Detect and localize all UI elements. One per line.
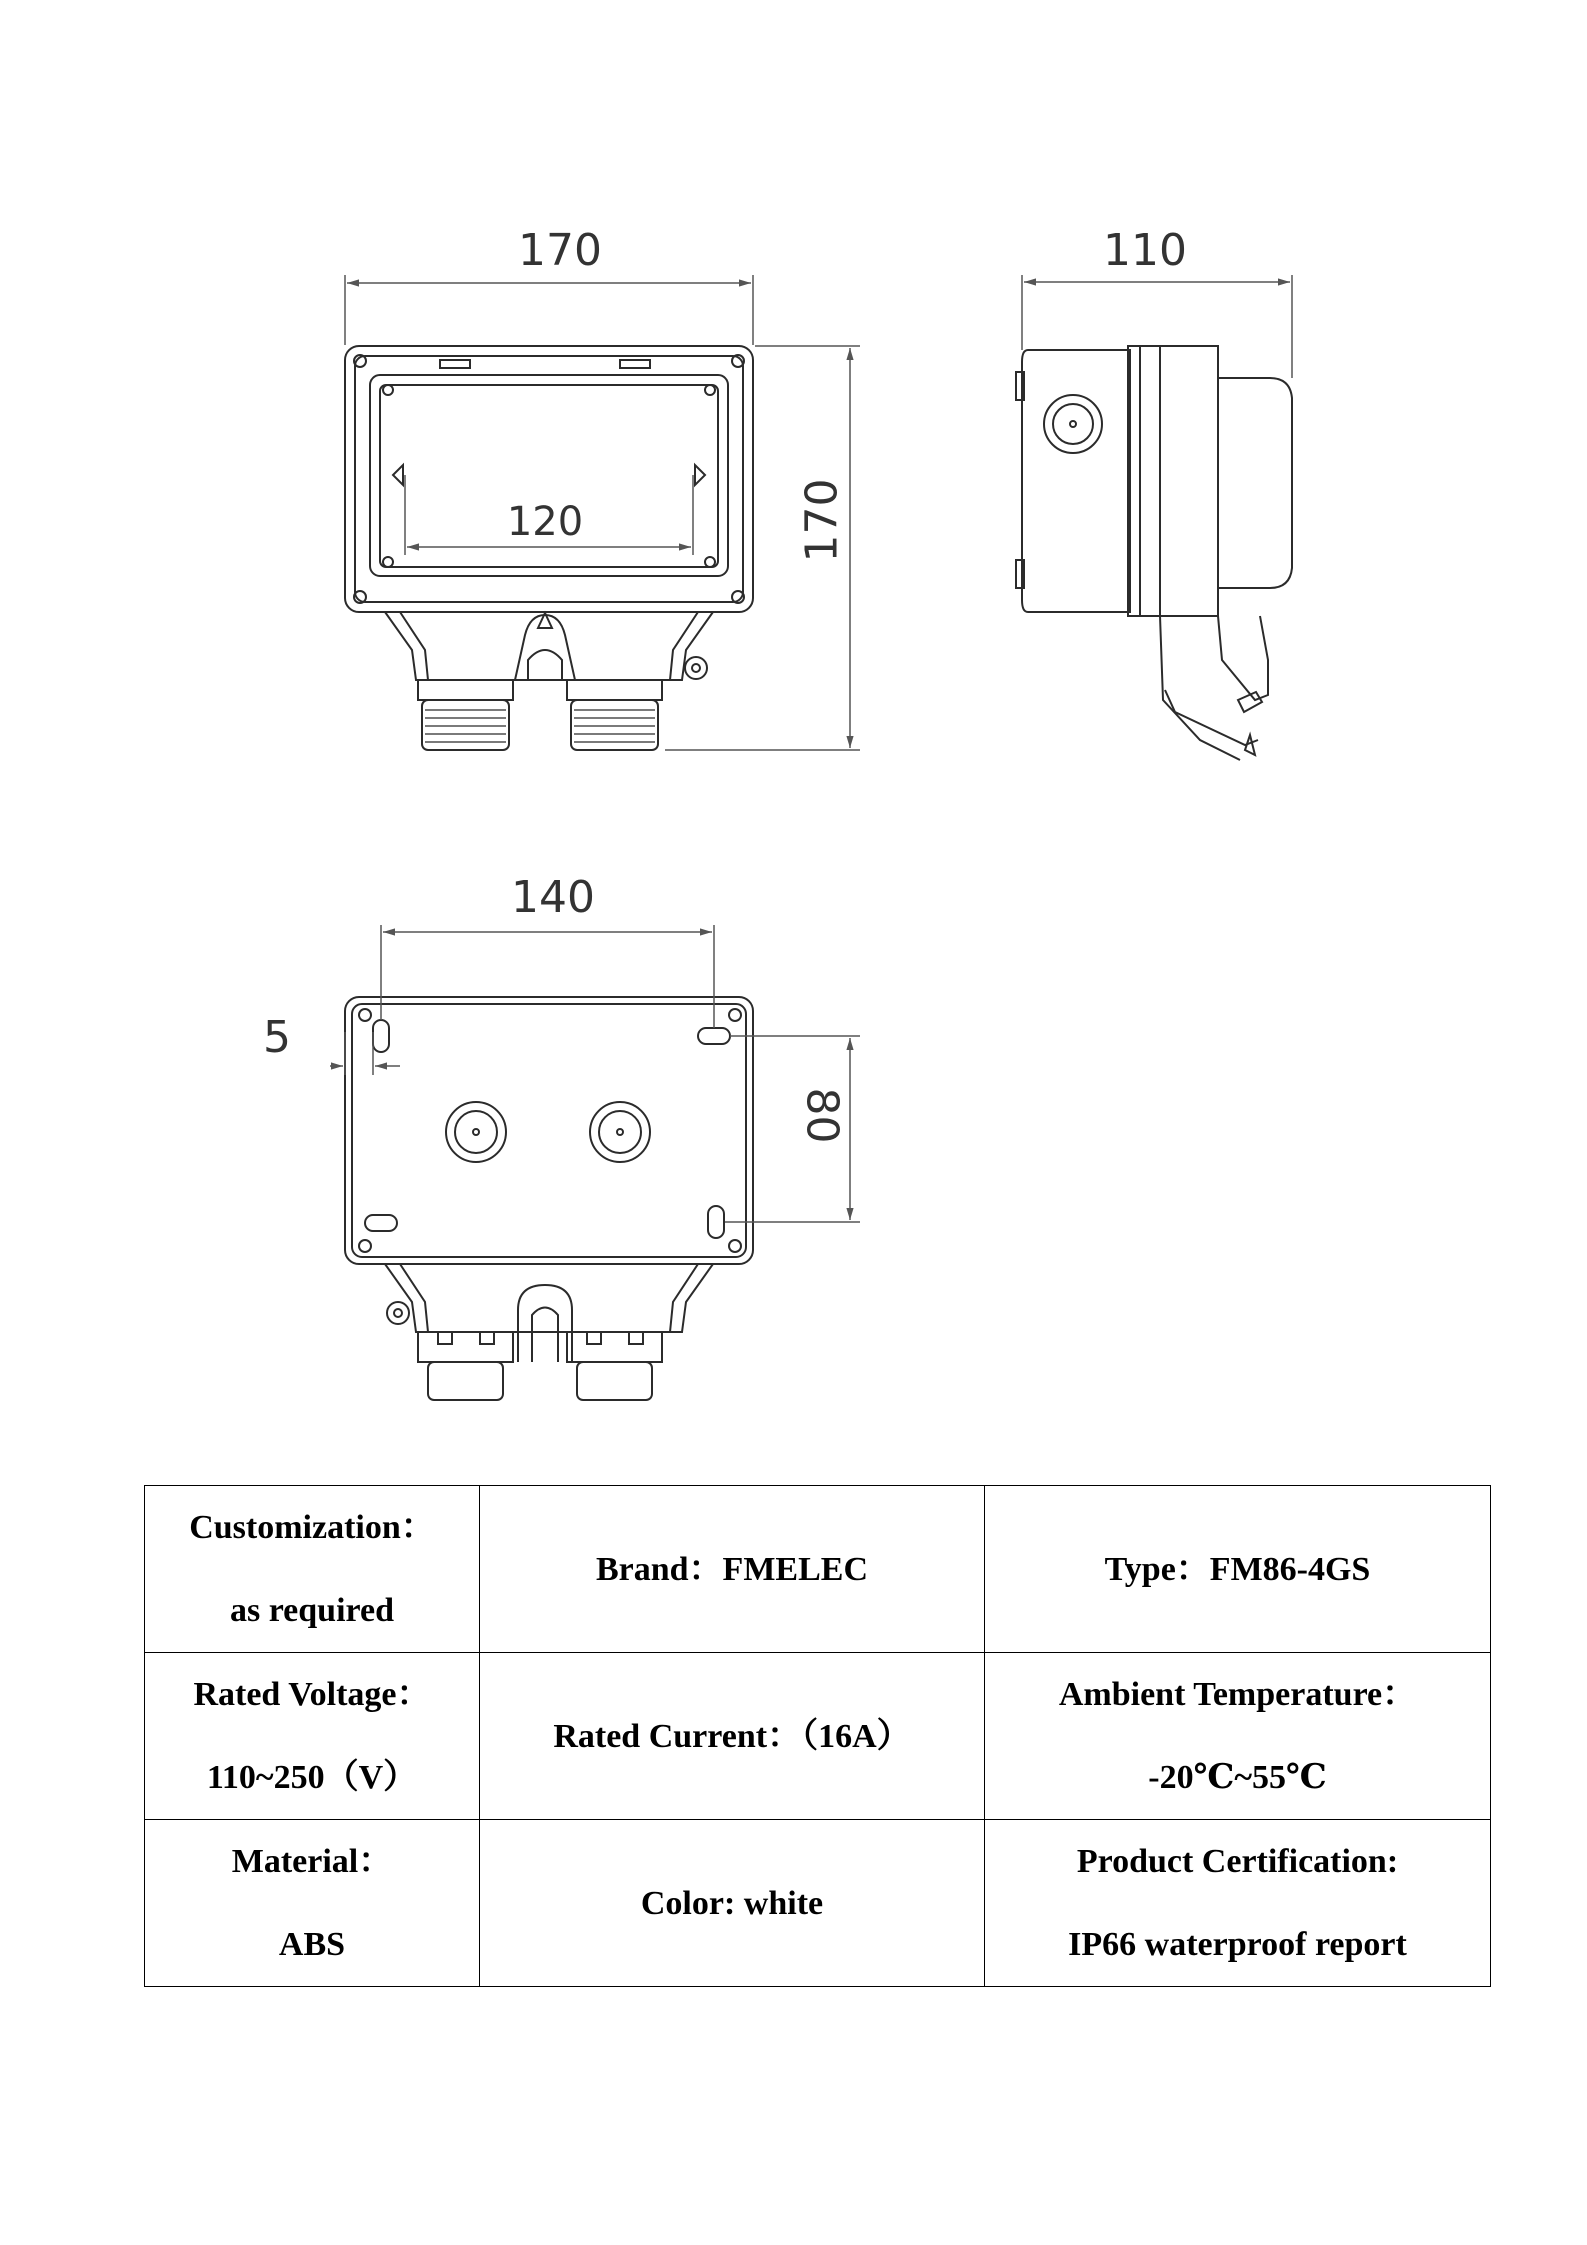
front-view	[345, 346, 753, 750]
cell-label: Ambient Temperature：	[1058, 1676, 1417, 1713]
dim-front-height: 170	[796, 478, 848, 563]
table-row	[145, 1653, 1491, 1820]
dim-side-depth: 110	[1103, 225, 1187, 276]
cell-label: Type：FM86-4GS	[1104, 1550, 1371, 1588]
cell-label: Customization：	[189, 1509, 435, 1546]
dim-front-inner: 120	[506, 499, 584, 545]
table-row	[145, 1486, 1491, 1653]
cell-label: Product Certification:	[1076, 1843, 1399, 1880]
cell-rated-voltage	[145, 1653, 480, 1820]
side-view-dimensions	[1022, 275, 1292, 378]
cell-label: Material：	[231, 1843, 393, 1880]
cell-rated-current	[480, 1653, 985, 1820]
cell-ambient-temperature	[985, 1653, 1491, 1820]
cell-value: -20℃~55℃	[1148, 1759, 1327, 1796]
cell-customization	[145, 1486, 480, 1653]
cell-color	[480, 1820, 985, 1987]
cell-label: Color: white	[640, 1884, 824, 1922]
cell-material	[145, 1820, 480, 1987]
dim-front-width: 170	[518, 225, 602, 276]
table-row	[145, 1820, 1491, 1987]
cell-product-certification	[985, 1820, 1491, 1987]
cell-type	[985, 1486, 1491, 1653]
back-view	[345, 997, 753, 1400]
cell-label: Rated Current：（16A）	[553, 1717, 911, 1755]
cell-value: as required	[229, 1592, 395, 1629]
cell-value: ABS	[278, 1926, 346, 1963]
spec-table	[144, 1485, 1491, 1987]
dim-back-offset: 5	[263, 1012, 291, 1063]
cell-label: Brand：FMELEC	[595, 1550, 869, 1588]
dim-back-vertical: 80	[796, 1087, 848, 1144]
cell-brand	[480, 1486, 985, 1653]
back-view-dimensions	[330, 925, 860, 1222]
cell-value: IP66 waterproof report	[1068, 1926, 1407, 1963]
cell-label: Rated Voltage：	[193, 1676, 431, 1713]
cell-value: 110~250（V）	[206, 1759, 418, 1796]
dim-back-hole-spacing: 140	[511, 872, 595, 923]
side-view	[1016, 346, 1292, 760]
